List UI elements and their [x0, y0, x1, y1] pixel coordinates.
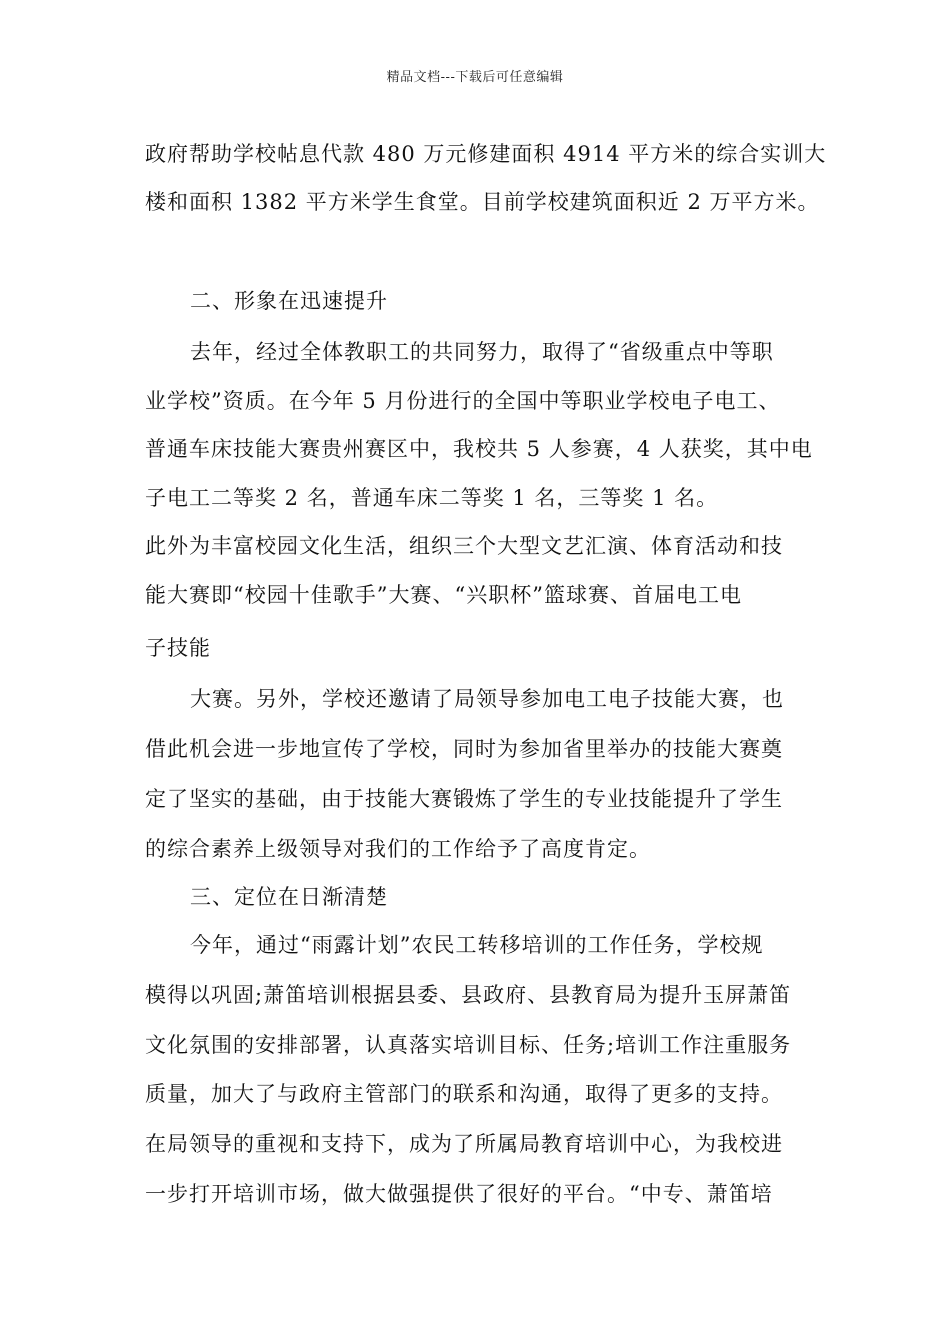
text-line: 今年，通过“雨露计划”农民工转移培训的工作任务，学校规: [190, 933, 764, 957]
text-line: 去年，经过全体教职工的共同努力，取得了“省级重点中等职: [190, 340, 774, 364]
text-line: 能大赛即“校园十佳歌手”大赛、“兴职杯”篮球赛、首届电工电: [145, 583, 742, 607]
text-line: 子技能: [145, 636, 211, 660]
text-line: 质量，加大了与政府主管部门的联系和沟通，取得了更多的支持。: [145, 1082, 783, 1106]
section-heading: 三、定位在日渐清楚: [190, 885, 388, 909]
text-line: 业学校”资质。在今年 5 月份进行的全国中等职业学校电子电工、: [145, 389, 781, 413]
text-line: 一步打开培训市场，做大做强提供了很好的平台。“中专、萧笛培: [145, 1182, 773, 1206]
text-line: 此外为丰富校园文化生活，组织三个大型文艺汇演、体育活动和技: [145, 534, 783, 558]
text-line: 楼和面积 1382 平方米学生食堂。目前学校建筑面积近 2 万平方米。: [145, 190, 820, 214]
page-header: 精品文档---下载后可任意编辑: [386, 70, 564, 85]
text-line: 政府帮助学校帖息代款 480 万元修建面积 4914 平方米的综合实训大: [145, 142, 827, 166]
text-line: 子电工二等奖 2 名，普通车床二等奖 1 名，三等奖 1 名。: [145, 486, 719, 510]
text-line: 的综合素养上级领导对我们的工作给予了高度肯定。: [145, 837, 651, 861]
text-line: 普通车床技能大赛贵州赛区中，我校共 5 人参赛，4 人获奖，其中电: [145, 437, 813, 461]
text-line: 定了坚实的基础，由于技能大赛锻炼了学生的专业技能提升了学生: [145, 787, 783, 811]
text-line: 借此机会进一步地宣传了学校，同时为参加省里举办的技能大赛奠: [145, 737, 783, 761]
text-line: 文化氛围的安排部署，认真落实培训目标、任务;培训工作注重服务: [145, 1033, 792, 1057]
text-line: 模得以巩固;萧笛培训根据县委、县政府、县教育局为提升玉屏萧笛: [145, 983, 792, 1007]
section-heading: 二、形象在迅速提升: [190, 289, 388, 313]
text-line: 在局领导的重视和支持下，成为了所属局教育培训中心，为我校进: [145, 1132, 783, 1156]
text-line: 大赛。另外，学校还邀请了局领导参加电工电子技能大赛，也: [190, 687, 784, 711]
